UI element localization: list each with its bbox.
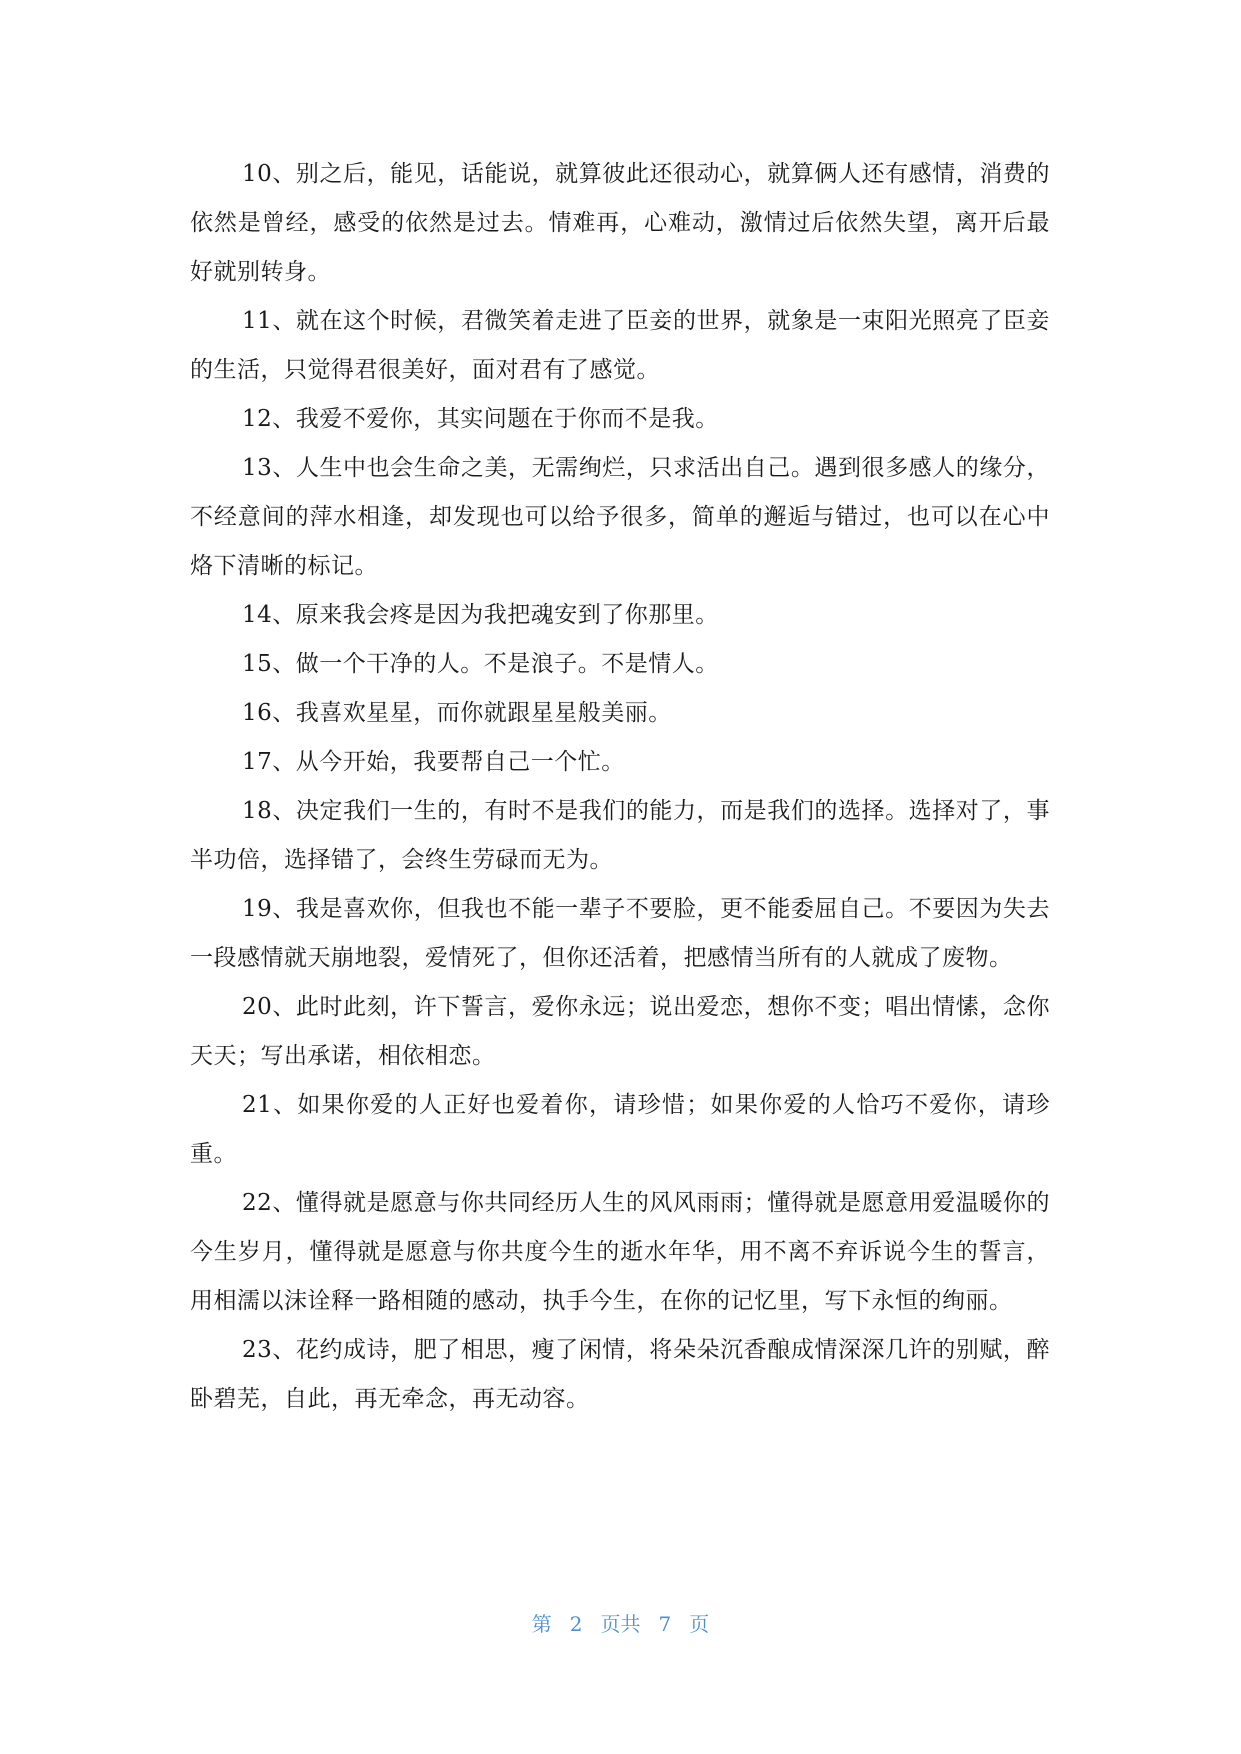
document-body [190, 150, 1050, 1424]
paragraph-14: 14、原来我会疼是因为我把魂安到了你那里。 [242, 602, 719, 628]
paragraph-19: 19、我是喜欢你，但我也不能一辈子不要脸，更不能委屈自己。不要因为失去一段感情就天崩地裂，爱情死了，但你还活着，把感情当所有的人就成了废物。 [190, 896, 1050, 971]
footer-current-page: 2 [569, 1612, 583, 1636]
footer-ye-gong: 页共 [600, 1612, 641, 1636]
paragraph-22: 22、懂得就是愿意与你共同经历人生的风风雨雨；懂得就是愿意用爱温暖你的今生岁月，懂得就是愿意与你共度今生的逝水年华，用不离不弃诉说今生的誓言，用相濡以沫诠释一路相随的感动，执手今生，在你的记忆里，写下永恒的绚丽。 [190, 1190, 1050, 1314]
paragraph-11: 11、就在这个时候，君微笑着走进了臣妾的世界，就象是一束阳光照亮了臣妾的生活，只觉得君很美好，面对君有了感觉。 [190, 308, 1050, 383]
paragraph-23: 23、花约成诗，肥了相思，瘦了闲情，将朵朵沉香酿成情深深几许的别赋，醉卧碧芜，自此，再无牵念，再无动容。 [190, 1337, 1050, 1412]
paragraph-12: 12、我爱不爱你，其实问题在于你而不是我。 [242, 406, 719, 432]
footer-total-pages: 7 [658, 1612, 672, 1636]
paragraph-13: 13、人生中也会生命之美，无需绚烂，只求活出自己。遇到很多感人的缘分，不经意间的萍水相逢，却发现也可以给予很多，简单的邂逅与错过，也可以在心中烙下清晰的标记。 [190, 455, 1050, 579]
page-footer [0, 1608, 1241, 1637]
footer-di: 第 [531, 1612, 552, 1636]
paragraph-16: 16、我喜欢星星，而你就跟星星般美丽。 [242, 700, 672, 726]
paragraph-21: 21、如果你爱的人正好也爱着你，请珍惜；如果你爱的人恰巧不爱你，请珍重。 [190, 1092, 1050, 1167]
paragraph-17: 17、从今开始，我要帮自己一个忙。 [242, 749, 625, 775]
footer-ye: 页 [689, 1612, 710, 1636]
paragraph-20: 20、此时此刻，许下誓言，爱你永远；说出爱恋，想你不变；唱出情愫，念你天天；写出承诺，相依相恋。 [190, 994, 1050, 1069]
paragraph-10: 10、别之后，能见，话能说，就算彼此还很动心，就算俩人还有感情，消费的依然是曾经，感受的依然是过去。情难再，心难动，激情过后依然失望，离开后最好就别转身。 [190, 161, 1050, 285]
paragraph-18: 18、决定我们一生的，有时不是我们的能力，而是我们的选择。选择对了，事半功倍，选择错了，会终生劳碌而无为。 [190, 798, 1050, 873]
paragraph-15: 15、做一个干净的人。不是浪子。不是情人。 [242, 651, 719, 677]
